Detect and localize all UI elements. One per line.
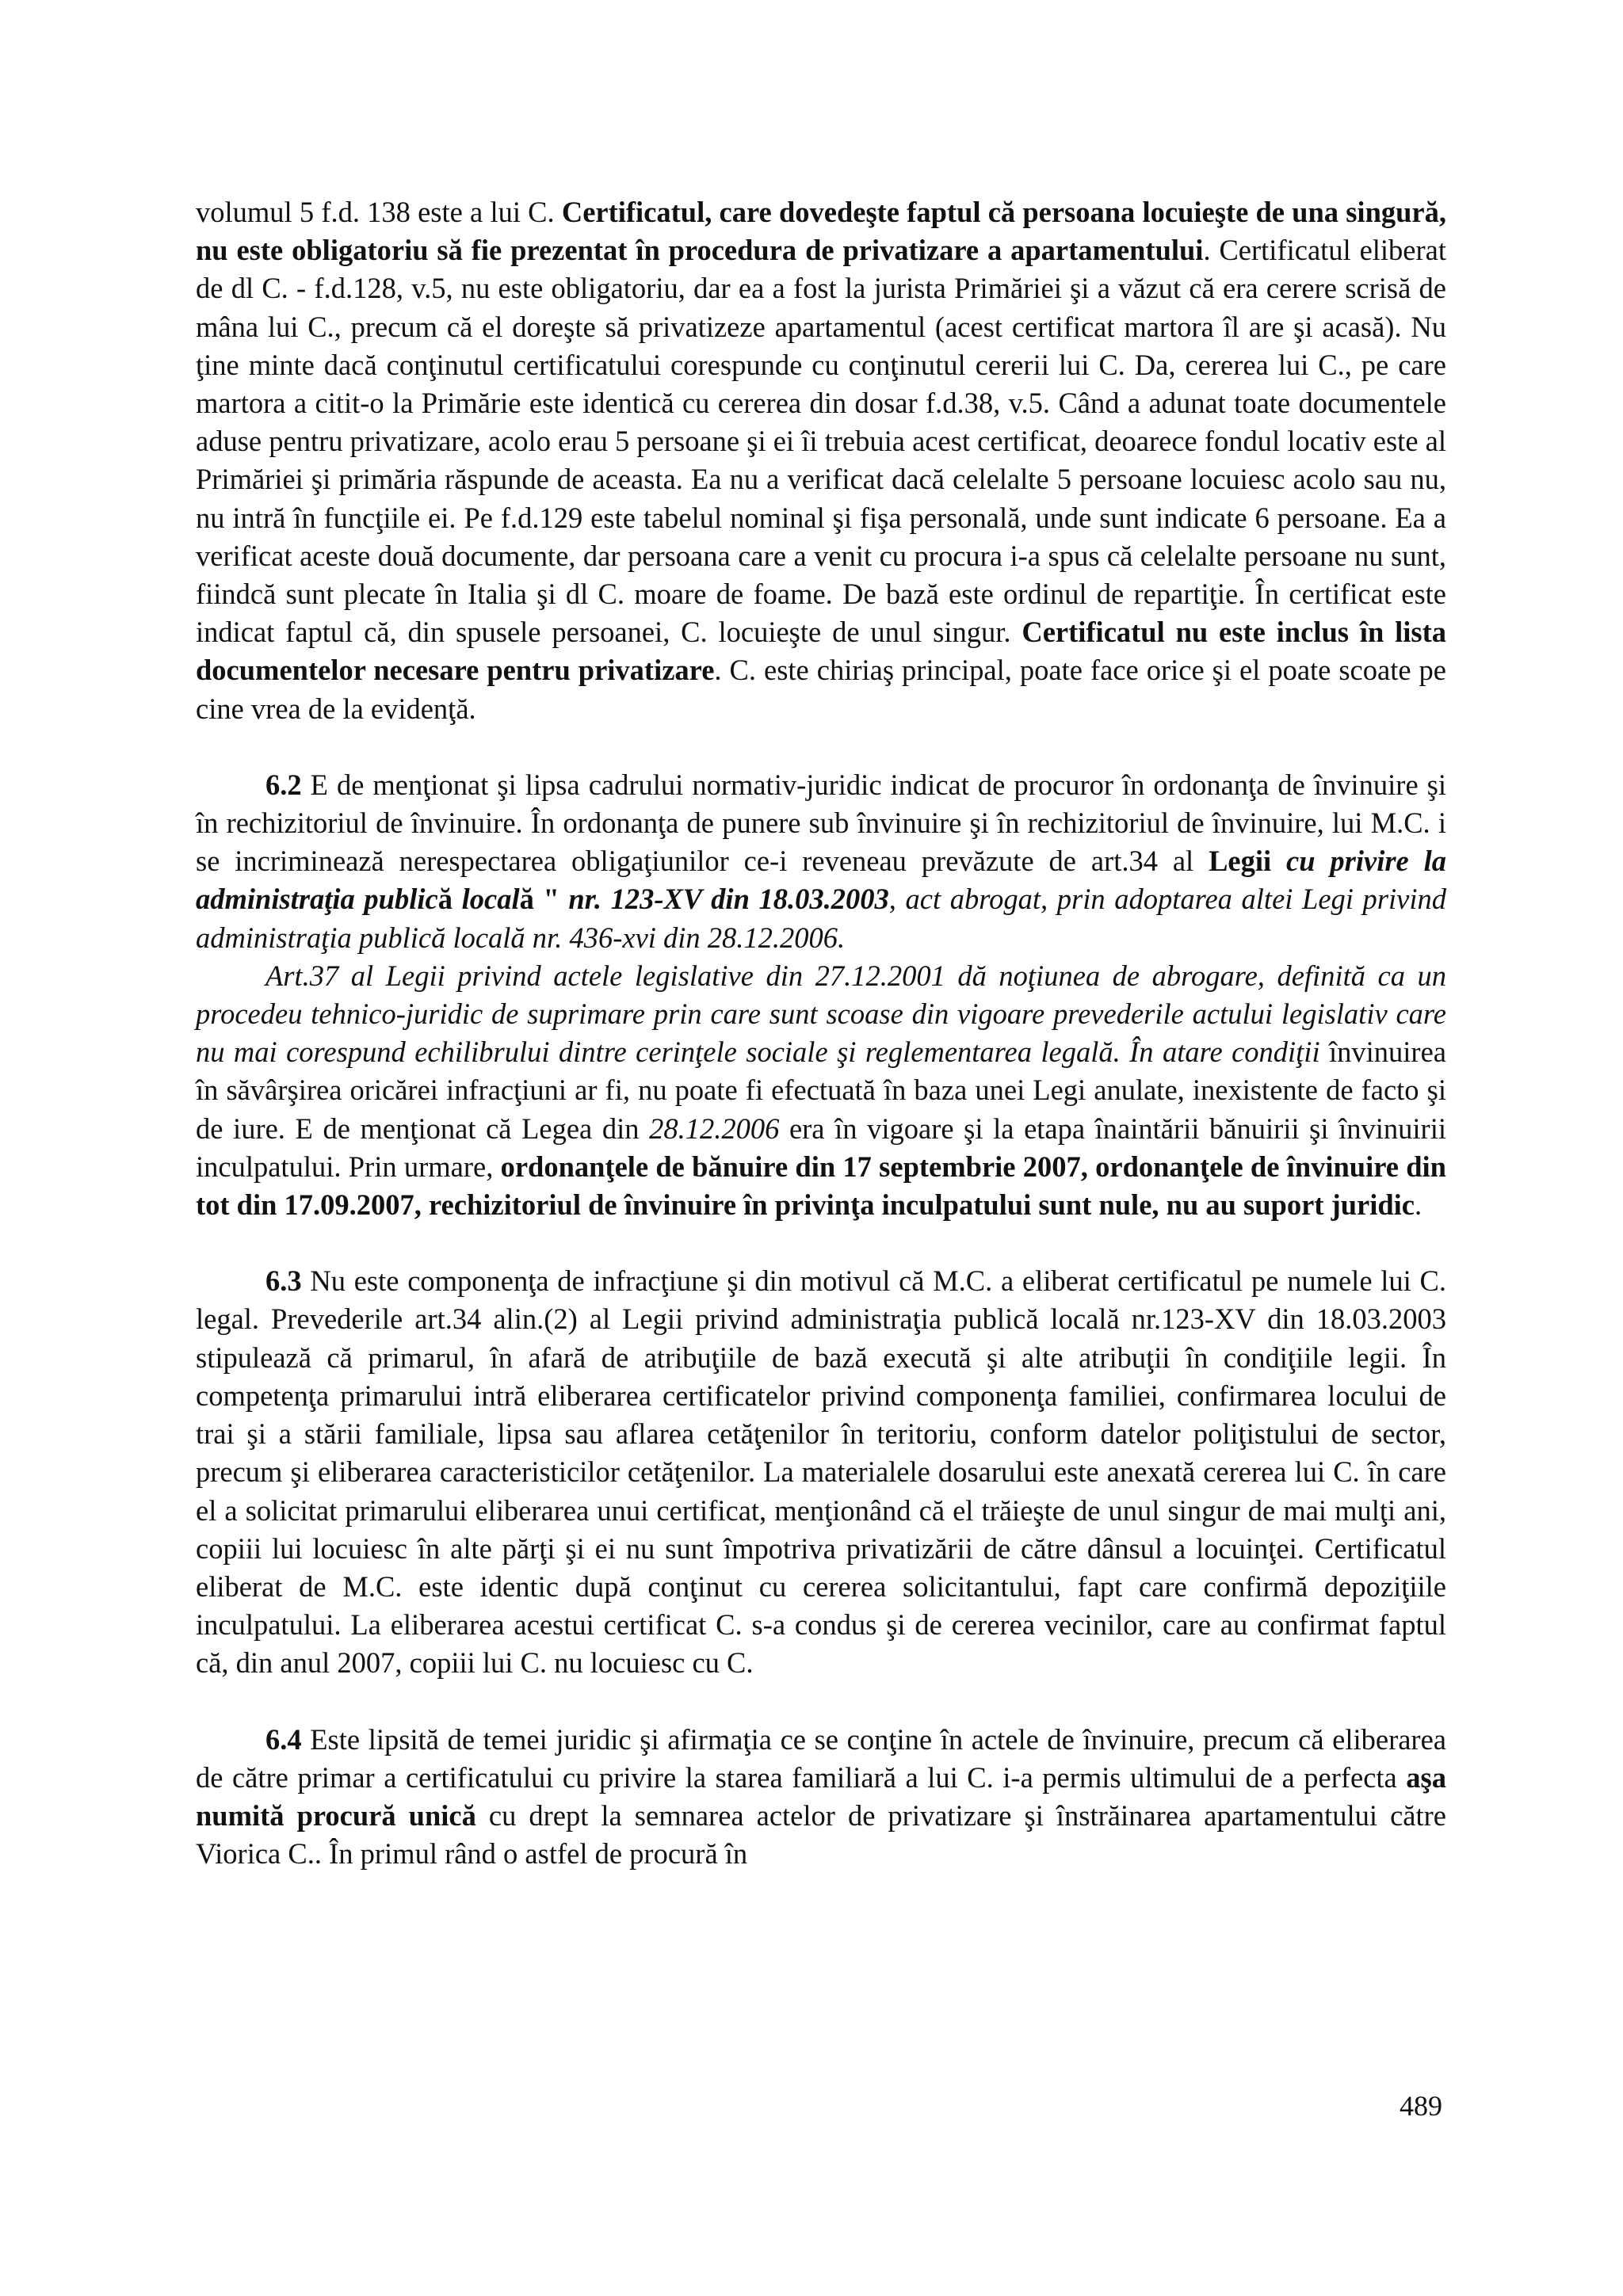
document-body [196,193,1446,1873]
paragraph-testimony: volumul 5 f.d. 138 este a lui C. Certificatul, care dovedeşte faptul că persoana locuieşte de una singură, nu este obligatoriu să fie prezentat în procedura de privatizare a apartamentului. Certificatul eliberat de dl C. - f.d.128, v.5, nu este obligatoriu, dar ea a fost la jurista Primăriei şi a văzut că era cerere scrisă de mâna lui C., precum că el doreşte să privatizeze apartamentul (acest certificat martora îl are şi acasă). Nu ţine minte dacă conţinutul certificatului corespunde cu conţinutul cererii lui C. Da, cererea lui C., pe care martora a citit-o la Primărie este identică cu cererea din dosar f.d.38, v.5. Când a adunat toate documentele aduse pentru privatizare, acolo erau 5 persoane şi ei îi trebuia acest certificat, deoarece fondul locativ este al Primăriei şi primăria răspunde de aceasta. Ea nu a verificat dacă celelalte 5 persoane locuiesc acolo sau nu, nu intră în funcţiile ei. Pe f.d.129 este tabelul nominal şi fişa personală, unde sunt indicate 6 persoane. Ea a verificat aceste două documente, dar persoana care a venit cu procura i-a spus că celelalte persoane nu sunt, fiindcă sunt plecate în Italia şi dl C. moare de foame. De bază este ordinul de repartiţie. În certificat este indicat faptul că, din spusele persoanei, C. locuieşte de unul singur. Certificatul nu este inclus în lista documentelor necesare pentru privatizare. C. este chiriaş principal, poate face orice şi el poate scoate pe cine vrea de la evidenţă. [196,196,1447,725]
paragraph-gap [196,1224,1446,1262]
paragraph-6-2: 6.2 E de menţionat şi lipsa cadrului normativ-juridic indicat de procuror în ordonanţa de învinuire şi în rechizitoriul de învinuire. În ordonanţa de punere sub învinuire şi în rechizitoriul de învinuire, lui M.C. i se incriminează nerespectarea obligaţiunilor ce-i reveneau prevăzute de art.34 al Legii cu privire la administraţia publică locală " nr. 123-XV din 18.03.2003, act abrogat, prin adoptarea altei Legi privind administraţia publică locală nr. 436-xvi din 28.12.2006. [196,768,1447,954]
section-number: 6.3 [265,1264,302,1298]
bold-certificate-not-required: Certificatul, care dovedeşte faptul că persoana locuieşte de una singură, nu este obligatoriu să fie prezentat în procedura de privatizare a apartamentului [196,196,1446,267]
section-number: 6.4 [265,1722,302,1756]
paragraph-6-4: 6.4 Este lipsită de temei juridic şi afirmaţia ce se conţine în actele de învinuire, precum că eliberarea de către primar a certificatului cu privire la starea familiară a lui C. i-a permis ultimului de a perfecta aşa numită procură unică cu drept la semnarea actelor de privatizare şi înstrăinarea apartamentului către Viorica C.. În primul rând o astfel de procură în [196,1722,1446,1871]
paragraph-gap [196,1683,1446,1721]
paragraph-gap [196,728,1446,766]
paragraph-art-37: Art.37 al Legii privind actele legislative din 27.12.2001 dă noţiunea de abrogare, definită ca un procedeu tehnico-juridic de suprimare prin care sunt scoase din vigoare prevederile actului legislativ care nu mai corespund echilibrului dintre cerinţele sociale şi reglementarea legală. În atare condiţii învinuirea în săvârşirea oricărei infracţiuni ar fi, nu poate fi efectuată în baza unei Legi anulate, inexistente de facto şi de iure. E de menţionat că Legea din 28.12.2006 era în vigoare şi la etapa înaintării bănuirii şi învinuirii inculpatului. Prin urmare, ordonanţele de bănuire din 17 septembrie 2007, ordonanţele de învinuire din tot din 17.09.2007, rechizitoriul de învinuire în privinţa inculpatului sunt nule, nu au suport juridic. [196,959,1446,1222]
bold-so-called-power-of-attorney: aşa numită procură unică [196,1760,1446,1832]
section-number: 6.2 [265,768,302,801]
bold-acts-null: ordonanţele de bănuire din 17 septembrie 2007, ordonanţele de învinuire din tot din 17.09.2007, rechizitoriul de învinuire în privinţa inculpatului sunt nule, nu au suport juridic [196,1150,1446,1222]
bold-certificate-not-in-list: Certificatul nu este inclus în lista documentelor necesare pentru privatizare [196,616,1446,687]
page-number: 489 [1400,2090,1442,2122]
paragraph-6-3: 6.3 Nu este componenţa de infracţiune şi din motivul că M.C. a eliberat certificatul pe numele lui C. legal. Prevederile art.34 alin.(2) al Legii privind administraţia publică locală nr.123-XV din 18.03.2003 stipulează că primarul, în afară de atribuţiile de bază execută şi alte atribuţii în condiţiile legii. În competenţa primarului intră eliberarea certificatelor privind componenţa familiei, confirmarea locului de trai şi a stării familiale, lipsa sau aflarea cetăţenilor în teritoriu, conform datelor poliţistului de sector, precum şi eliberarea caracteristicilor cetăţenilor. La materialele dosarului este anexată cererea lui C. în care el a solicitat primarului eliberarea unui certificat, menţionând că el trăieşte de unul singur de mai mulţi ani, copiii lui locuiesc în alte părţi şi ei nu sunt împotriva privatizării de către dânsul a locuinţei. Certificatul eliberat de M.C. este identic după conţinut cu cererea solicitantului, fapt care confirmă depoziţiile inculpatului. La eliberarea acestui certificat C. s-a condus şi de cererea vecinilor, care au confirmat faptul că, din anul 2007, copiii lui C. nu locuiesc cu C. [196,1264,1446,1680]
